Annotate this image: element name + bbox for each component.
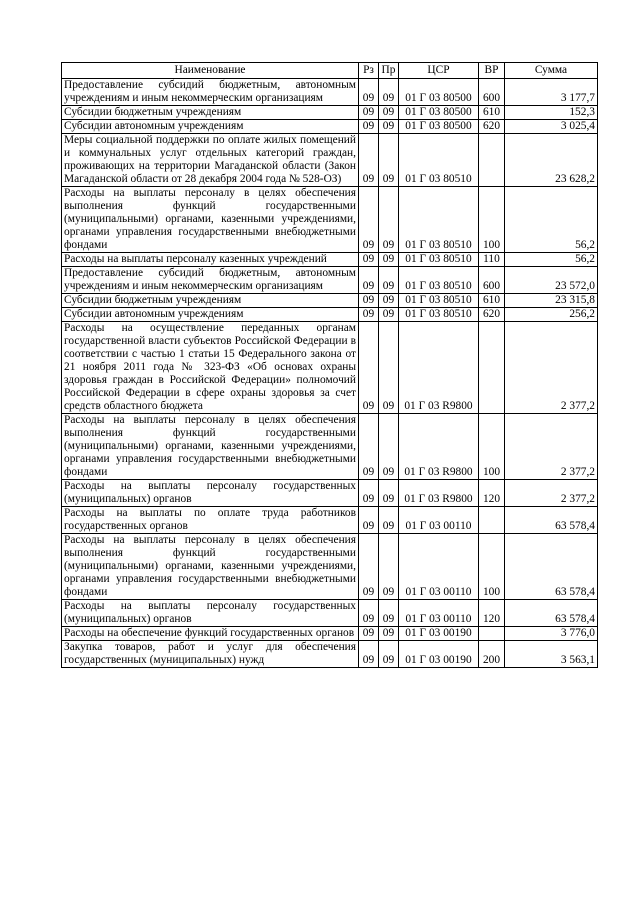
cell-csr: 01 Г 03 80500	[399, 79, 479, 106]
cell-sum: 3 563,1	[505, 641, 598, 668]
cell-rz: 09	[359, 308, 379, 322]
cell-rz: 09	[359, 480, 379, 507]
table-row	[62, 534, 598, 600]
cell-vr: 610	[479, 294, 505, 308]
table-row	[62, 79, 598, 106]
cell-rz: 09	[359, 253, 379, 267]
cell-name: Расходы на осуществление переданных органам государственной власти субъектов Российской Федерации в соответствии с частью 1 статьи 15 Федерального закона от 21 ноября 2011 года № 323-ФЗ «Об основах охраны здоровья граждан в Российской Федерации» полномочий Российской Федерации в сфере охраны здоровья за счет средств областного бюджета	[62, 322, 359, 414]
cell-csr: 01 Г 03 00110	[399, 600, 479, 627]
cell-name: Предоставление субсидий бюджетным, автономным учреждениям и иным некоммерческим организациям	[62, 267, 359, 294]
cell-vr: 600	[479, 267, 505, 294]
cell-sum: 23 572,0	[505, 267, 598, 294]
cell-rz: 09	[359, 267, 379, 294]
cell-pr: 09	[379, 187, 399, 253]
header-csr: ЦСР	[399, 63, 479, 79]
cell-name: Закупка товаров, работ и услуг для обеспечения государственных (муниципальных) нужд	[62, 641, 359, 668]
table-row	[62, 267, 598, 294]
cell-csr: 01 Г 03 00190	[399, 627, 479, 641]
cell-name: Меры социальной поддержки по оплате жилых помещений и коммунальных услуг отдельных категорий граждан, проживающих на территории Магаданской области (Закон Магаданской области от 28 декабря 2004 года № 528-ОЗ)	[62, 134, 359, 187]
cell-name: Предоставление субсидий бюджетным, автономным учреждениям и иным некоммерческим организациям	[62, 79, 359, 106]
header-row	[62, 63, 598, 79]
cell-rz: 09	[359, 627, 379, 641]
cell-pr: 09	[379, 534, 399, 600]
table-row	[62, 322, 598, 414]
cell-pr: 09	[379, 120, 399, 134]
cell-sum: 3 025,4	[505, 120, 598, 134]
cell-csr: 01 Г 03 00110	[399, 507, 479, 534]
cell-vr	[479, 507, 505, 534]
cell-csr: 01 Г 03 R9800	[399, 414, 479, 480]
cell-sum: 2 377,2	[505, 322, 598, 414]
cell-rz: 09	[359, 79, 379, 106]
budget-table	[61, 62, 598, 668]
cell-sum: 23 628,2	[505, 134, 598, 187]
cell-name: Расходы на обеспечение функций государственных органов	[62, 627, 359, 641]
cell-csr: 01 Г 03 80500	[399, 106, 479, 120]
table-row	[62, 641, 598, 668]
cell-rz: 09	[359, 120, 379, 134]
cell-vr: 100	[479, 187, 505, 253]
cell-vr: 620	[479, 308, 505, 322]
cell-vr: 120	[479, 600, 505, 627]
cell-sum: 56,2	[505, 187, 598, 253]
cell-sum: 152,3	[505, 106, 598, 120]
cell-pr: 09	[379, 134, 399, 187]
header-vr: ВР	[479, 63, 505, 79]
header-name: Наименование	[62, 63, 359, 79]
cell-sum: 3 776,0	[505, 627, 598, 641]
cell-name: Субсидии бюджетным учреждениям	[62, 106, 359, 120]
cell-sum: 56,2	[505, 253, 598, 267]
cell-csr: 01 Г 03 80510	[399, 253, 479, 267]
cell-name: Субсидии бюджетным учреждениям	[62, 294, 359, 308]
cell-rz: 09	[359, 534, 379, 600]
table-row	[62, 600, 598, 627]
cell-pr: 09	[379, 79, 399, 106]
cell-vr	[479, 322, 505, 414]
cell-pr: 09	[379, 480, 399, 507]
table-row	[62, 480, 598, 507]
cell-sum: 63 578,4	[505, 600, 598, 627]
cell-pr: 09	[379, 322, 399, 414]
cell-vr: 600	[479, 79, 505, 106]
cell-csr: 01 Г 03 80510	[399, 134, 479, 187]
table-row	[62, 134, 598, 187]
cell-pr: 09	[379, 308, 399, 322]
cell-vr	[479, 627, 505, 641]
cell-name: Расходы на выплаты персоналу государственных (муниципальных) органов	[62, 600, 359, 627]
cell-sum: 63 578,4	[505, 534, 598, 600]
table-row	[62, 414, 598, 480]
cell-pr: 09	[379, 641, 399, 668]
cell-csr: 01 Г 03 80510	[399, 308, 479, 322]
cell-rz: 09	[359, 106, 379, 120]
cell-csr: 01 Г 03 00190	[399, 641, 479, 668]
table-row	[62, 294, 598, 308]
cell-vr: 610	[479, 106, 505, 120]
cell-name: Расходы на выплаты персоналу государственных (муниципальных) органов	[62, 480, 359, 507]
cell-vr: 120	[479, 480, 505, 507]
cell-sum: 23 315,8	[505, 294, 598, 308]
cell-vr	[479, 134, 505, 187]
header-rz: Рз	[359, 63, 379, 79]
cell-rz: 09	[359, 187, 379, 253]
cell-name: Расходы на выплаты персоналу в целях обеспечения выполнения функций государственными (муниципальными) органами, казенными учреждениями, органами управления государственными внебюджетными фондами	[62, 187, 359, 253]
table-row	[62, 187, 598, 253]
cell-vr: 620	[479, 120, 505, 134]
cell-csr: 01 Г 03 80500	[399, 120, 479, 134]
cell-rz: 09	[359, 134, 379, 187]
cell-sum: 2 377,2	[505, 414, 598, 480]
cell-name: Субсидии автономным учреждениям	[62, 120, 359, 134]
cell-csr: 01 Г 03 80510	[399, 267, 479, 294]
cell-rz: 09	[359, 600, 379, 627]
cell-vr: 100	[479, 534, 505, 600]
cell-vr: 100	[479, 414, 505, 480]
cell-pr: 09	[379, 600, 399, 627]
cell-name: Расходы на выплаты персоналу казенных учреждений	[62, 253, 359, 267]
cell-pr: 09	[379, 267, 399, 294]
cell-vr: 110	[479, 253, 505, 267]
cell-sum: 3 177,7	[505, 79, 598, 106]
cell-pr: 09	[379, 507, 399, 534]
cell-pr: 09	[379, 106, 399, 120]
cell-csr: 01 Г 03 R9800	[399, 322, 479, 414]
table-row	[62, 627, 598, 641]
table-row	[62, 507, 598, 534]
cell-rz: 09	[359, 414, 379, 480]
cell-pr: 09	[379, 414, 399, 480]
cell-csr: 01 Г 03 80510	[399, 187, 479, 253]
cell-rz: 09	[359, 322, 379, 414]
cell-vr: 200	[479, 641, 505, 668]
cell-rz: 09	[359, 641, 379, 668]
cell-rz: 09	[359, 507, 379, 534]
cell-pr: 09	[379, 627, 399, 641]
table-row	[62, 106, 598, 120]
cell-csr: 01 Г 03 00110	[399, 534, 479, 600]
table-row	[62, 308, 598, 322]
cell-csr: 01 Г 03 80510	[399, 294, 479, 308]
cell-sum: 2 377,2	[505, 480, 598, 507]
cell-name: Расходы на выплаты персоналу в целях обеспечения выполнения функций государственными (муниципальными) органами, казенными учреждениями, органами управления государственными внебюджетными фондами	[62, 534, 359, 600]
cell-name: Субсидии автономным учреждениям	[62, 308, 359, 322]
header-pr: Пр	[379, 63, 399, 79]
cell-name: Расходы на выплаты персоналу в целях обеспечения выполнения функций государственными (муниципальными) органами, казенными учреждениями, органами управления государственными внебюджетными фондами	[62, 414, 359, 480]
cell-csr: 01 Г 03 R9800	[399, 480, 479, 507]
cell-sum: 63 578,4	[505, 507, 598, 534]
table-row	[62, 120, 598, 134]
header-sum: Сумма	[505, 63, 598, 79]
table-row	[62, 253, 598, 267]
cell-pr: 09	[379, 294, 399, 308]
cell-rz: 09	[359, 294, 379, 308]
cell-sum: 256,2	[505, 308, 598, 322]
cell-name: Расходы на выплаты по оплате труда работников государственных органов	[62, 507, 359, 534]
cell-pr: 09	[379, 253, 399, 267]
